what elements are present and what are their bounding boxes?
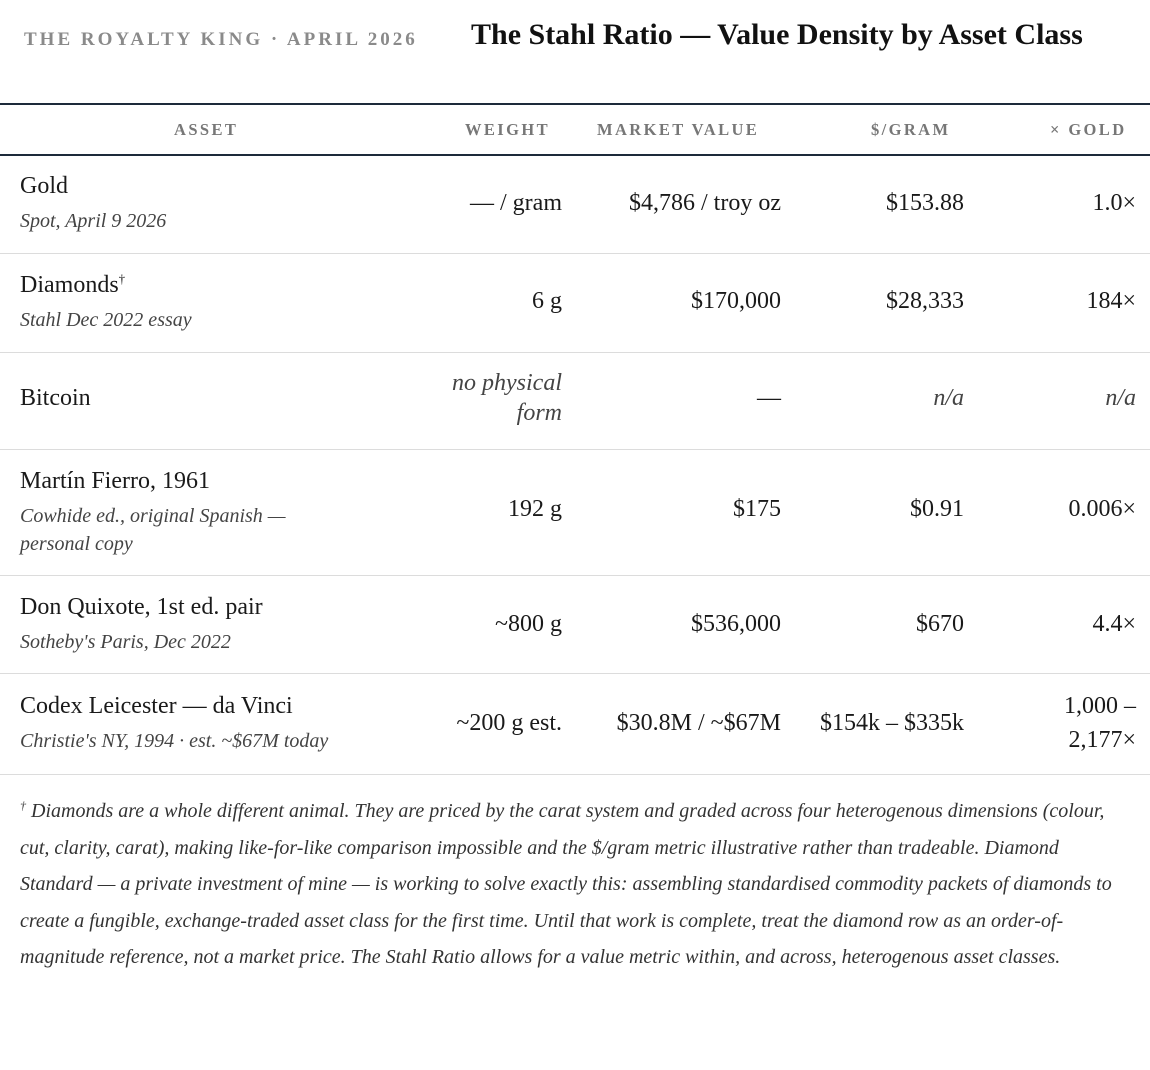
asset-name bbox=[20, 271, 125, 299]
per-gram-cell: $28,333 bbox=[886, 288, 964, 314]
column-header-asset: ASSET bbox=[174, 120, 239, 139]
weight-cell: ~200 g est. bbox=[456, 710, 562, 736]
column-header-per-gram: $/GRAM bbox=[871, 120, 951, 139]
market-value-cell: $175 bbox=[733, 496, 781, 522]
asset-source: Sotheby's Paris, Dec 2022 bbox=[20, 631, 231, 653]
per-gram-cell: $0.91 bbox=[910, 496, 964, 522]
footnote-marker: † bbox=[118, 271, 126, 286]
table-row bbox=[0, 353, 1150, 450]
weight-cell: 192 g bbox=[508, 496, 562, 522]
x-gold-cell-line-1: 1,000 – bbox=[1064, 693, 1136, 719]
x-gold-cell-line-2: 2,177× bbox=[1068, 727, 1136, 753]
x-gold-cell: 4.4× bbox=[1092, 611, 1136, 637]
market-value-cell: $170,000 bbox=[691, 288, 781, 314]
asset-name: Don Quixote, 1st ed. pair bbox=[20, 594, 263, 620]
column-header-market-value: MARKET VALUE bbox=[597, 120, 760, 139]
diamonds-footnote bbox=[20, 793, 1130, 976]
per-gram-cell: n/a bbox=[933, 385, 964, 411]
per-gram-cell: $670 bbox=[916, 611, 964, 637]
per-gram-cell: $153.88 bbox=[886, 190, 964, 216]
market-value-cell: $4,786 / troy oz bbox=[629, 190, 781, 216]
x-gold-cell: 0.006× bbox=[1068, 496, 1136, 522]
weight-cell: 6 g bbox=[532, 288, 562, 314]
publication-brand: THE ROYALTY KING · APRIL 2026 bbox=[24, 29, 418, 50]
header-divider bbox=[0, 103, 1150, 105]
footnote-marker: † bbox=[20, 798, 26, 813]
weight-cell: ~800 g bbox=[495, 611, 562, 637]
asset-name-text: Diamonds bbox=[20, 272, 119, 298]
asset-source: Spot, April 9 2026 bbox=[20, 210, 167, 232]
weight-cell: — / gram bbox=[470, 190, 562, 216]
table-row bbox=[0, 450, 1150, 576]
asset-source: Christie's NY, 1994 · est. ~$67M today bbox=[20, 730, 329, 752]
asset-name: Codex Leicester — da Vinci bbox=[20, 693, 293, 719]
x-gold-cell: 1.0× bbox=[1092, 190, 1136, 216]
market-value-cell: — bbox=[757, 385, 781, 411]
market-value-cell: $536,000 bbox=[691, 611, 781, 637]
asset-source: Stahl Dec 2022 essay bbox=[20, 309, 192, 331]
weight-cell-line-1: no physical bbox=[452, 370, 562, 396]
table-row bbox=[0, 254, 1150, 353]
asset-name: Bitcoin bbox=[20, 385, 91, 411]
page-title: The Stahl Ratio — Value Density by Asset Class bbox=[471, 18, 1083, 51]
table-row bbox=[0, 156, 1150, 254]
asset-name: Gold bbox=[20, 173, 68, 199]
table-row bbox=[0, 576, 1150, 674]
asset-name: Martín Fierro, 1961 bbox=[20, 468, 210, 494]
table-row bbox=[0, 674, 1150, 775]
weight-cell-line-2: form bbox=[516, 400, 562, 426]
x-gold-cell: 184× bbox=[1086, 288, 1136, 314]
asset-source: Cowhide ed., original Spanish — personal copy bbox=[20, 505, 286, 555]
column-header-x-gold: × GOLD bbox=[1050, 120, 1127, 139]
footnote-text: Diamonds are a whole different animal. They are priced by the carat system and graded across four heterogenous dimensions (colour, cut, clarity, carat), making like-for-like comparison impossible and the $/gram metric illustrative rather than tradeable. Diamond Standard — a private investment of mine — is working to solve exactly this: assembling standardised commodity packets of diamonds to create a fungible, exchange-traded asset class for the first time. Until that work is complete, treat the diamond row as an order-of-magnitude reference, not a market price. The Stahl Ratio allows for a value metric within, and across, heterogenous asset classes. bbox=[20, 800, 1112, 968]
x-gold-cell: n/a bbox=[1105, 385, 1136, 411]
page-header bbox=[0, 0, 1150, 104]
column-header-weight: WEIGHT bbox=[465, 120, 551, 139]
per-gram-cell: $154k – $335k bbox=[820, 710, 964, 736]
market-value-cell: $30.8M / ~$67M bbox=[616, 710, 781, 736]
